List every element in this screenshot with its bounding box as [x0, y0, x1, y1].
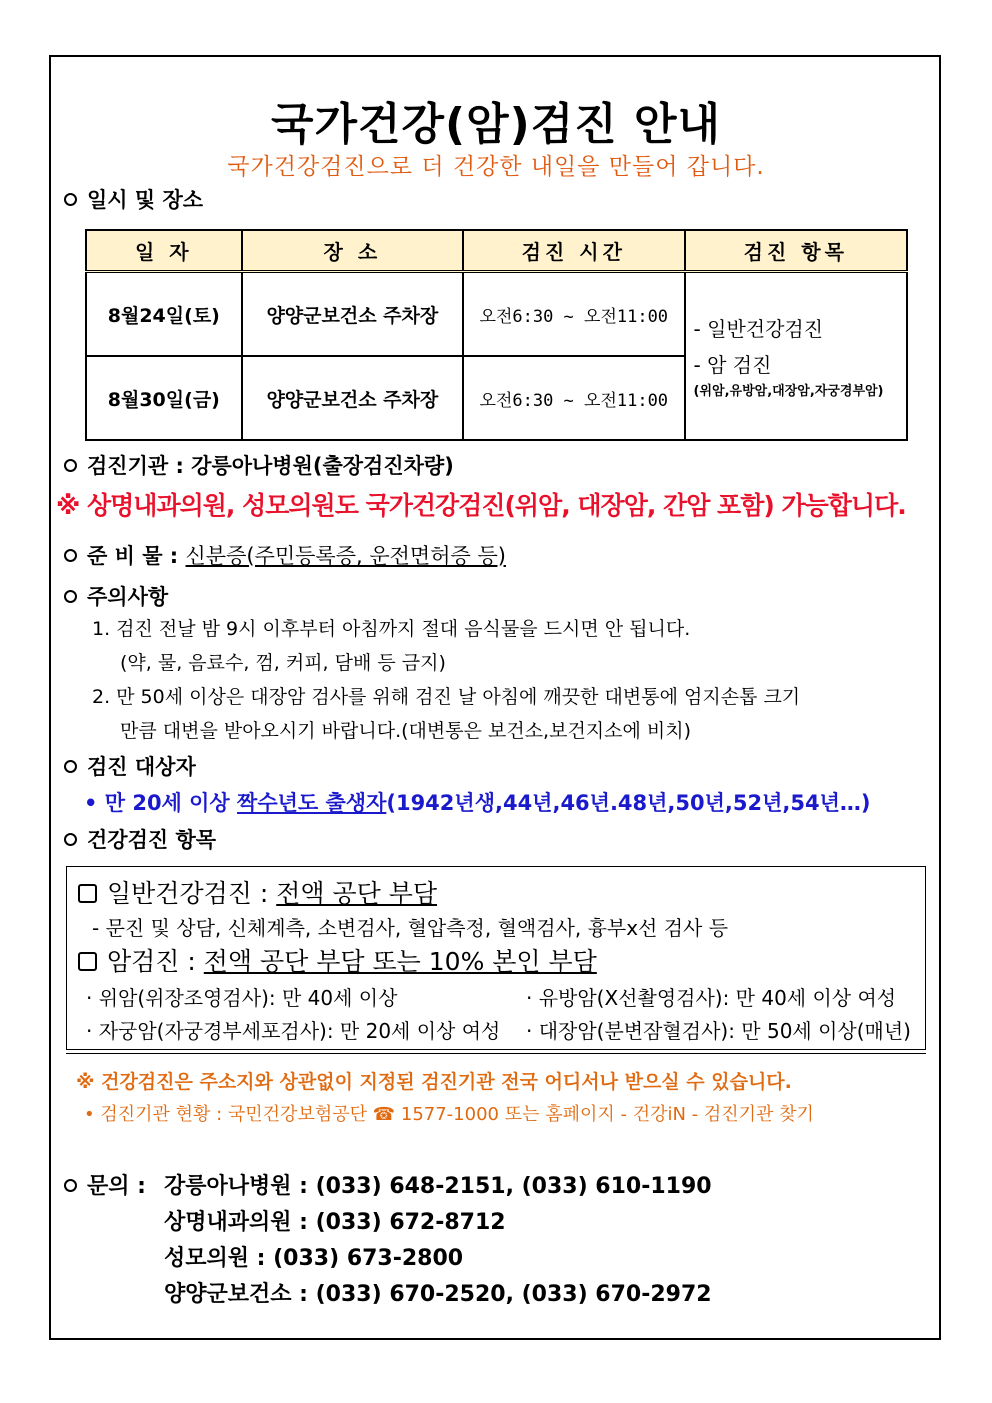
header-time: 검진 시간 — [463, 230, 685, 272]
contact-label — [64, 1169, 146, 1200]
section-institution — [64, 450, 454, 480]
contact-line: 강릉아나병원 : (033) 648-2151, (033) 610-1190 — [164, 1174, 712, 1199]
row-time: 오전6:30 ~ 오전11:00 — [463, 272, 685, 357]
target-underlined: 짝수년도 출생자 — [237, 791, 387, 815]
circle-bullet-icon — [64, 549, 77, 562]
header-date: 일 자 — [86, 230, 242, 272]
items-general: - 일반건강검진 — [693, 317, 824, 341]
caution-line-4: 만큼 대변을 받아오시기 바랍니다.(대변통은 보건소,보건지소에 비치) — [120, 720, 692, 742]
section-target-heading — [64, 751, 196, 781]
contact-line: 양양군보건소 : (033) 670-2520, (033) 670-2972 — [164, 1282, 712, 1307]
section-preparation — [64, 540, 506, 570]
row-time: 오전6:30 ~ 오전11:00 — [463, 356, 685, 440]
section-schedule-heading — [64, 184, 203, 214]
general-cost: 전액 공단 부담 — [276, 879, 438, 908]
circle-bullet-icon — [64, 1179, 77, 1192]
target-prefix: • 만 20세 이상 — [84, 791, 238, 815]
general-detail: - 문진 및 상담, 신체계측, 소변검사, 혈압측정, 혈액검사, 흉부x선 검사 등 — [92, 916, 729, 940]
preparation-label: 준 비 물 : — [87, 544, 179, 568]
caution-line-2: (약, 물, 음료수, 껌, 커피, 담배 등 금지) — [120, 652, 446, 674]
caution-line-3: 2. 만 50세 이상은 대장암 검사를 위해 검진 날 아침에 깨끗한 대변통에 엄지손톱 크기 — [92, 686, 801, 708]
target-heading-text: 검진 대상자 — [87, 755, 196, 779]
items-cancer: - 암 검진 — [693, 353, 772, 377]
schedule-heading-text: 일시 및 장소 — [87, 188, 204, 212]
notice-status-suffix: 1577-1000 또는 홈페이지 - 건강iN - 검진기관 찾기 — [395, 1104, 814, 1125]
target-line — [84, 787, 871, 817]
red-notice: ※ 상명내과의원, 성모의원도 국가건강검진(위암, 대장암, 간암 포함) 가능합니다. — [56, 491, 906, 520]
items-cancer-list: (위암,유방암,대장암,자궁경부암) — [693, 384, 884, 399]
cancer-cost: 전액 공단 부담 또는 10% 본인 부담 — [203, 947, 597, 976]
header-items: 검진 항목 — [685, 230, 907, 272]
circle-bullet-icon — [64, 760, 77, 773]
checkbox-icon — [78, 952, 97, 971]
target-suffix: (1942년생,44년,46년.48년,50년,52년,54년…) — [386, 791, 871, 815]
cancer-label: 암검진 : — [107, 947, 204, 976]
row-date: 8월24일(토) — [86, 272, 242, 357]
general-label: 일반건강검진 : — [107, 879, 277, 908]
contact-label-text: 문의 : — [87, 1174, 146, 1199]
row-items — [685, 272, 907, 441]
circle-bullet-icon — [64, 590, 77, 603]
cancer-item: · 대장암(분변잠혈검사): 만 50세 이상(매년) — [526, 1019, 911, 1043]
notice-anywhere: ※ 건강검진은 주소지와 상관없이 지정된 검진기관 전국 어디서나 받으실 수 있습니다. — [76, 1071, 792, 1093]
notice-status-prefix: • 검진기관 현황 : 국민건강보험공단 — [84, 1104, 373, 1125]
preparation-value: 신분증(주민등록증, 운전면허증 등) — [185, 544, 506, 568]
row-place: 양양군보건소 주차장 — [242, 272, 463, 357]
contact-line: 상명내과의원 : (033) 672-8712 — [164, 1210, 506, 1235]
section-items-heading — [64, 824, 216, 854]
section-caution-heading — [64, 581, 168, 611]
schedule-table — [85, 229, 908, 441]
page-title: 국가건강(암)검진 안내 — [270, 99, 722, 150]
page-subtitle: 국가건강검진으로 더 건강한 내일을 만들어 갑니다. — [227, 154, 765, 180]
items-box-shadow-line — [66, 1053, 926, 1054]
items-heading-text: 건강검진 항목 — [87, 828, 217, 852]
table-row — [86, 272, 907, 357]
cancer-item: · 자궁암(자궁경부세포검사): 만 20세 이상 여성 — [86, 1019, 501, 1043]
institution-text: 검진기관 : 강릉아나병원(출장검진차량) — [87, 454, 454, 478]
circle-bullet-icon — [64, 193, 77, 206]
row-date: 8월30일(금) — [86, 356, 242, 440]
cancer-checkup-row — [78, 942, 597, 978]
checkbox-icon — [78, 884, 97, 903]
cancer-item: · 유방암(X선촬영검사): 만 40세 이상 여성 — [526, 986, 897, 1010]
notice-status — [84, 1100, 814, 1126]
caution-line-1: 1. 검진 전날 밤 9시 이후부터 아침까지 절대 음식물을 드시면 안 됩니다. — [92, 618, 691, 640]
caution-heading-text: 주의사항 — [87, 585, 169, 609]
circle-bullet-icon — [64, 833, 77, 846]
general-checkup-row — [78, 874, 437, 910]
phone-icon: ☎ — [372, 1104, 396, 1125]
schedule-header-row — [86, 230, 907, 272]
row-place: 양양군보건소 주차장 — [242, 356, 463, 440]
cancer-item: · 위암(위장조영검사): 만 40세 이상 — [86, 986, 398, 1010]
circle-bullet-icon — [64, 459, 77, 472]
header-place: 장 소 — [242, 230, 463, 272]
contact-line: 성모의원 : (033) 673-2800 — [164, 1246, 464, 1271]
